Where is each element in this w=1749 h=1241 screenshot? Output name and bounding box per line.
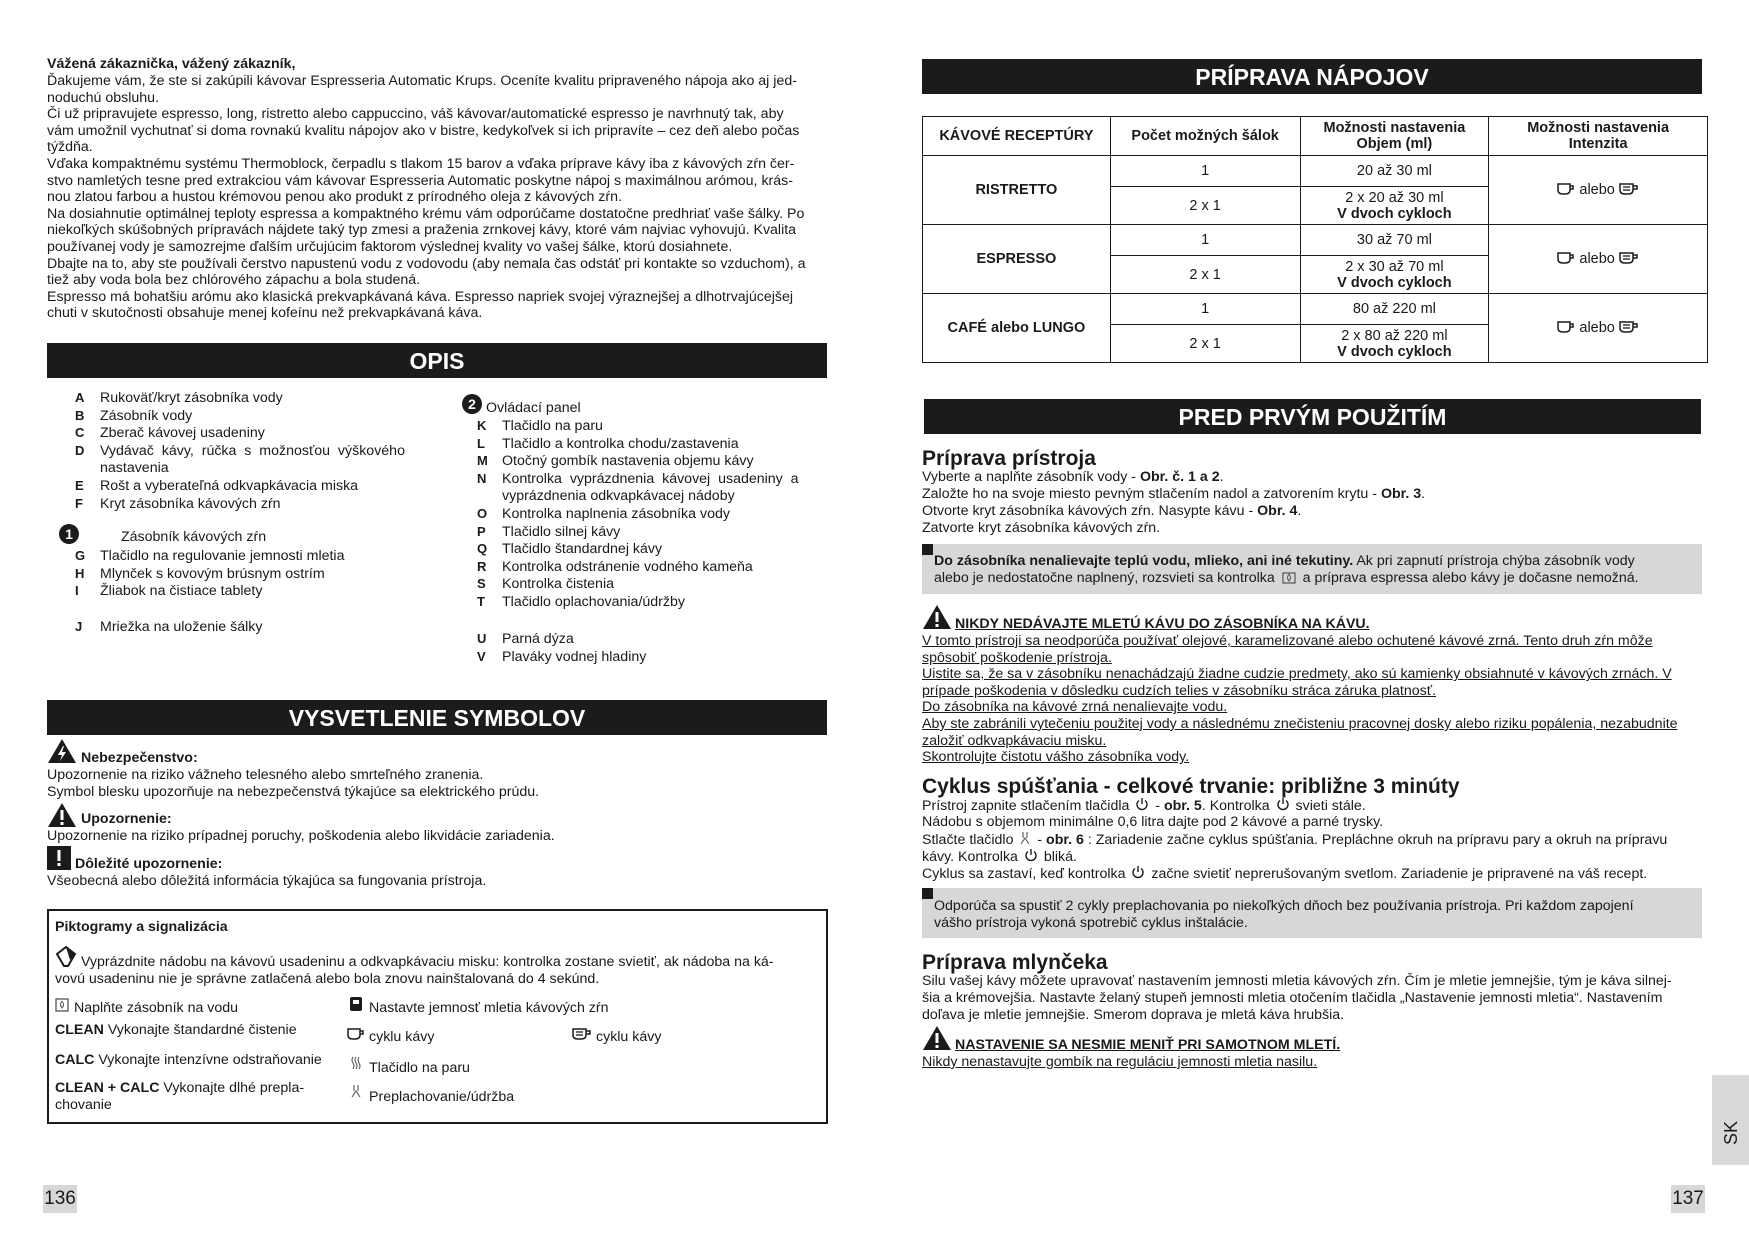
- opis-item: [75, 390, 415, 408]
- intro-line: Espresso má bohatšiu arómu ako klasická prekvapkávaná káva. Espresso napriek svojej výraznejšej a dlhotrvajúcejšej: [47, 288, 794, 305]
- opis-item-key: T: [477, 593, 485, 609]
- cup-single-icon: [347, 1027, 365, 1041]
- th-intensity-2: Intenzita: [1568, 136, 1628, 152]
- power-icon-3: [1024, 848, 1038, 862]
- water-tank-icon: [55, 996, 69, 1012]
- note-1-line-1: Do zásobníka nenalievajte teplú vodu, mlieko, ani iné tekutiny. Ak pri zapnutí prístroja chýba zásobník vody: [934, 553, 1635, 569]
- opis-col1b: [75, 548, 415, 601]
- volume-cell: [1300, 256, 1489, 294]
- device-prep-line-4: Zatvorte kryt zásobníka kávových zŕn.: [922, 520, 1161, 536]
- recipe-name: CAFÉ alebo LUNGO: [923, 294, 1111, 363]
- opis-item-key: N: [477, 470, 487, 486]
- clean-label: CLEAN: [55, 1022, 104, 1038]
- pict-rinse-label: Preplachovanie/údržba: [369, 1089, 515, 1105]
- circle-1-icon: 1: [59, 524, 79, 544]
- cup-single-icon: [1557, 182, 1575, 198]
- volume-cycles: V dvoch cykloch: [1337, 343, 1452, 360]
- pict-cup2-label: cyklu kávy: [596, 1029, 662, 1045]
- language-tab-label: SK: [1721, 1121, 1741, 1146]
- prep-header: PRÍPRAVA NÁPOJOV: [922, 59, 1702, 94]
- opis-item: [477, 631, 817, 649]
- th-volume-1: Možnosti nastavenia: [1323, 120, 1466, 136]
- danger-icon: [47, 738, 77, 764]
- grinder-heading: Príprava mlynčeka: [922, 951, 1108, 974]
- opis-item-text: Tlačidlo štandardnej kávy: [502, 541, 663, 558]
- cup-double-icon: [1619, 182, 1639, 198]
- opis-item: [477, 471, 817, 489]
- opis-item-key: B: [75, 407, 85, 423]
- opis-item-key: C: [75, 425, 85, 441]
- warning-1-line: Do zásobníka na kávové zrná nenalievajte vodu.: [922, 699, 1228, 716]
- volume-value: 2 x 80 až 220 ml: [1341, 327, 1448, 344]
- note-2-line-2: vášho prístroja vykoná spotrebič cyklus inštalácie.: [934, 915, 1248, 931]
- intro-line: nou zlatou farbou a hustou krémovou penou ako produkt z prírodného oleja z kávových zŕn.: [47, 189, 622, 206]
- th-intensity-1: Možnosti nastavenia: [1527, 120, 1670, 136]
- power-icon-2: [1276, 797, 1290, 811]
- opis-item-key: J: [75, 619, 83, 634]
- opis-item-key: G: [75, 548, 86, 563]
- grind-icon: [349, 996, 363, 1012]
- note-2-line-1: Odporúča sa spustiť 2 cykly preplachovania po niekoľkých dňoch bez používania prístroja. Pri každom zapojení: [934, 898, 1634, 914]
- warning-1-line: Uistite sa, že sa v zásobníku nenachádzajú žiadne cudzie predmety, ako sú kamienky obsiahnuté v kávových zrnách. V: [922, 666, 1672, 683]
- opis-item-key: E: [75, 477, 84, 493]
- opis-item: [75, 478, 415, 496]
- pict-cup1-label: cyklu kávy: [369, 1029, 435, 1045]
- recipe-name: ESPRESSO: [923, 225, 1111, 294]
- circle-2-icon: 2: [462, 394, 482, 414]
- warning-icon-2: [922, 604, 952, 630]
- warning-icon: [47, 802, 77, 828]
- table-row: [923, 294, 1708, 325]
- pict-steam-label: Tlačidlo na paru: [369, 1060, 470, 1076]
- opis-item-text: Kontrolka čistenia: [502, 576, 614, 593]
- cycle-line-1: Prístroj zapnite stlačením tlačidla - obr. 5. Kontrolka svieti stále.: [922, 798, 1366, 814]
- opis-item-text: Mlynček s kovovým brúsnym ostrím: [100, 565, 325, 582]
- opis-item: [477, 506, 817, 524]
- opis-item: [477, 594, 817, 612]
- danger-text-1: Upozornenie na riziko vážneho telesného alebo smrteľného zranenia.: [47, 767, 484, 783]
- intro-line: vám umožnil vychutnať si doma rovnakú kvalitu nápojov ako v bistre, kedykoľvek si ich pripravíte – cez deň alebo počas: [47, 122, 800, 139]
- rinse-small-icon: [1019, 831, 1031, 845]
- intro-line: používanej vody je samozrejme ďalším určujúcim faktorom výslednej kvality vo vašej šálke, ktorú dosiahnete.: [47, 238, 733, 255]
- recipe-name: RISTRETTO: [923, 156, 1111, 225]
- opis-item-text: Kontrolka vyprázdnenia kávovej usadeniny a: [502, 470, 799, 487]
- opis-item-text: Tlačidlo silnej kávy: [502, 523, 621, 540]
- opis-item-key: S: [477, 576, 486, 592]
- volume-value: 2 x 30 až 70 ml: [1345, 258, 1444, 275]
- intro-line: Na dosiahnutie optimálnej teploty espressa a kompaktného krému vám odporúčame dostatočne predhriať vaše šálky. Po: [47, 205, 805, 222]
- cup-double-icon: [1619, 251, 1639, 267]
- intensity-cell: [1489, 294, 1708, 363]
- pictograms-text-2: vovú usadeninu nie je správne zatlačená alebo bola znovu nainštalovaná do 4 sekúnd.: [55, 971, 600, 987]
- opis-item-text: Parná dýza: [502, 631, 574, 647]
- opis-item-text: nastavenia: [100, 460, 169, 477]
- calc-label: CALC: [55, 1052, 95, 1068]
- opis-item-text: Zberač kávovej usadeniny: [100, 425, 265, 442]
- danger-title: Nebezpečenstvo:: [81, 750, 198, 766]
- cycle-line-2: Nádobu s objemom minimálne 0,6 litra dajte pod 2 kávové a parné trysky.: [922, 814, 1384, 830]
- device-prep-heading: Príprava prístroja: [922, 447, 1096, 470]
- opis-item: [477, 488, 817, 506]
- intensity-cell: [1489, 156, 1708, 225]
- intro-line: týždňa.: [47, 139, 93, 156]
- cups-cell: 1: [1110, 294, 1300, 325]
- table-row: [923, 156, 1708, 187]
- device-prep-line-1: Vyberte a naplňte zásobník vody - Obr. č. 1 a 2.: [922, 469, 1224, 485]
- warning-1-line: prípade poškodenia v dôsledku cudzích telies v zásobníku stráca záruka platnosť.: [922, 682, 1437, 699]
- th-recipes: KÁVOVÉ RECEPTÚRY: [923, 117, 1111, 156]
- cup-double-icon: [572, 1027, 592, 1041]
- volume-cell: [1300, 187, 1489, 225]
- warning-1-title: NIKDY NEDÁVAJTE MLETÚ KÁVU DO ZÁSOBNÍKA NA KÁVU.: [955, 616, 1370, 632]
- volume-cell: 80 až 220 ml: [1300, 294, 1489, 325]
- opis-item: [75, 496, 415, 514]
- alebo-label: alebo: [1579, 320, 1615, 336]
- opis-item-key: H: [75, 565, 85, 581]
- opis-item-text: Tlačidlo oplachovania/údržby: [502, 593, 685, 610]
- important-text: Všeobecná alebo dôležitá informácia týkajúca sa fungovania prístroja.: [47, 873, 487, 889]
- warning-1-line: spôsobiť poškodenie prístroja.: [922, 649, 1112, 666]
- opis-item: [477, 418, 817, 436]
- opis-item-text: Mriežka na uloženie šálky: [100, 619, 263, 635]
- opis-item: [477, 436, 817, 454]
- opis-item-text: Kontrolka odstránenie vodného kameňa: [502, 558, 753, 575]
- intro-line: tiež aby voda bola bez chlórového zápachu a bola studená.: [47, 272, 421, 289]
- opis-item: [477, 524, 817, 542]
- important-title: Dôležité upozornenie:: [75, 856, 223, 872]
- opis-item-key: R: [477, 558, 487, 574]
- warning-1-line: Skontrolujte čistotu vášho zásobníka vody.: [922, 749, 1190, 766]
- alebo-label: alebo: [1579, 182, 1615, 198]
- opis-item-key: [75, 460, 100, 478]
- danger-text-2: Symbol blesku upozorňuje na nebezpečenstvá týkajúce sa elektrického prúdu.: [47, 784, 540, 800]
- recipes-table: [922, 116, 1708, 363]
- opis-item: [477, 541, 817, 559]
- opis-item-key: [477, 488, 502, 506]
- power-icon-4: [1131, 865, 1145, 879]
- opis-item-key: L: [477, 435, 485, 451]
- warning-2-text: Nikdy nenastavujte gombík na reguláciu jemnosti mletia nasilu.: [922, 1054, 1318, 1070]
- volume-cell: [1300, 325, 1489, 363]
- opis-header: OPIS: [47, 343, 827, 378]
- intro-line: Či už pripravujete espresso, long, ristretto alebo cappuccino, váš kávovar/automatické espresso je navrhnutý tak, aby: [47, 106, 784, 123]
- caution-text: Upozornenie na riziko prípadnej poruchy, poškodenia alebo likvidácie zariadenia.: [47, 828, 555, 844]
- warning-icon-3: [922, 1025, 952, 1051]
- th-volume: [1300, 117, 1489, 156]
- cups-cell: 2 x 1: [1110, 256, 1300, 294]
- opis-item-text: Vydávač kávy, rúčka s možnosťou výškového: [100, 442, 405, 459]
- opis-item-key: I: [75, 583, 79, 599]
- intro-line: stvo namletých tesne pred extrakciou vám kávovar Espresseria Automatic poskytne nápoj s maximálnou arómou, krás-: [47, 172, 793, 189]
- cup-single-icon: [1557, 320, 1575, 336]
- opis-item-key: M: [477, 453, 488, 469]
- cup-single-icon: [1557, 251, 1575, 267]
- grinder-line-1: Silu vašej kávy môžete upravovať nastavením jemnosti mletia kávových zŕn. Čím je mletie jemnejšie, tým je káva silnej-: [922, 973, 1672, 989]
- cup-double-icon: [1619, 320, 1639, 336]
- intro-line: noduchú obsluhu.: [47, 89, 160, 106]
- intro-line: Dbajte na to, aby ste používali čerstvo napustenú vodu z vodovodu (aby nemala čas odstáť pri kontakte so vzduchom), a: [47, 255, 806, 272]
- volume-cycles: V dvoch cykloch: [1337, 274, 1452, 291]
- opis-item: [75, 460, 415, 478]
- warning-1-text: [922, 633, 1712, 766]
- warning-1-line: V tomto prístroji sa neodporúča používať olejové, karamelizované alebo ochutené kávové zrná. Tento druh zŕn môže: [922, 633, 1653, 649]
- device-prep-line-2: Založte ho na svoje miesto pevným stlačením nadol a zatvorením krytu - Obr. 3.: [922, 486, 1426, 502]
- important-icon: [47, 846, 71, 870]
- cups-cell: 1: [1110, 225, 1300, 256]
- opis-item-key: F: [75, 495, 83, 511]
- circle-1-label: Zásobník kávových zŕn: [121, 529, 267, 545]
- cups-cell: 2 x 1: [1110, 187, 1300, 225]
- opis-item-key: U: [477, 631, 487, 646]
- opis-item: [75, 408, 415, 426]
- opis-col1: [75, 390, 415, 513]
- pictograms-text-1: Vyprázdnite nádobu na kávovú usadeninu a odkvapkávaciu misku: kontrolka zostane svietiť, ak nádoba na ká-: [81, 954, 774, 970]
- opis-item-text: Kryt zásobníka kávových zŕn: [100, 495, 281, 512]
- cups-cell: 1: [1110, 156, 1300, 187]
- opis-item: [477, 559, 817, 577]
- symbols-header: VYSVETLENIE SYMBOLOV: [47, 700, 827, 735]
- clean-calc-text-2: chovanie: [55, 1096, 112, 1113]
- cups-cell: 2 x 1: [1110, 325, 1300, 363]
- opis-item-key: Q: [477, 541, 488, 557]
- note-square-icon-1: [922, 544, 933, 555]
- opis-item-text: Zásobník vody: [100, 407, 193, 424]
- opis-item-text: Tlačidlo na paru: [502, 418, 603, 434]
- table-row: [923, 225, 1708, 256]
- caution-title: Upozornenie:: [81, 811, 172, 827]
- warning-1-line: založiť odkvapkávaciu misku.: [922, 732, 1107, 749]
- page-number-left: 136: [43, 1185, 77, 1213]
- opis-item: [477, 453, 817, 471]
- cycle-line-3: Stlačte tlačidlo - obr. 6 : Zariadenie začne cyklus spúšťania. Prepláchne okruh na prípravu pary a okruh na prípravu: [922, 832, 1668, 848]
- th-volume-2: Objem (ml): [1356, 136, 1433, 152]
- alebo-label: alebo: [1579, 251, 1615, 267]
- opis-item: [75, 566, 415, 584]
- opis-col1c: [75, 619, 415, 637]
- volume-value: 2 x 20 až 30 ml: [1345, 189, 1444, 206]
- water-tank-small-icon: [1282, 570, 1296, 584]
- opis-col2: [477, 418, 817, 612]
- intro-text: [47, 73, 837, 322]
- opis-item-key: K: [477, 418, 487, 433]
- rinse-icon: [349, 1083, 363, 1099]
- opis-item-text: Tlačidlo na regulovanie jemnosti mletia: [100, 548, 345, 564]
- startup-cycle-heading: Cyklus spúšťania - celkové trvanie: približne 3 minúty: [922, 775, 1460, 798]
- opis-item-text: Žliabok na čistiace tablety: [100, 583, 263, 600]
- intensity-cell: [1489, 225, 1708, 294]
- opis-item: [75, 548, 415, 566]
- clean-text: Vykonajte štandardné čistenie: [107, 1022, 297, 1038]
- power-icon: [1135, 797, 1149, 811]
- opis-item: [75, 443, 415, 461]
- opis-item-text: Otočný gombík nastavenia objemu kávy: [502, 453, 754, 470]
- volume-cell: 30 až 70 ml: [1300, 225, 1489, 256]
- calc-text: Vykonajte intenzívne odstraňovanie: [98, 1052, 322, 1068]
- pict-clean-calc: [55, 1080, 325, 1113]
- clean-calc-text-1: Vykonajte dlhé prepla-: [163, 1080, 305, 1096]
- opis-item-key: A: [75, 390, 85, 405]
- steam-icon: [349, 1055, 363, 1071]
- th-intensity: [1489, 117, 1708, 156]
- pictograms-title: Piktogramy a signalizácia: [55, 919, 228, 935]
- grinder-line-3: doľava je mletie jemnejšie. Smerom doprava je mletá káva hrubšia.: [922, 1007, 1345, 1023]
- clean-calc-label: CLEAN + CALC: [55, 1080, 160, 1096]
- cycle-line-5: Cyklus sa zastaví, keď kontrolka začne svietiť neprerušovaným svetlom. Zariadenie je pripravené na váš recept.: [922, 866, 1648, 882]
- opis-item-key: D: [75, 442, 85, 458]
- cycle-line-4: kávy. Kontrolka bliká.: [922, 849, 1077, 865]
- empty-grounds-icon: [54, 944, 78, 968]
- grinder-line-2: šia a krémovejšia. Nastavte želaný stupeň jemnosti mletia otočením tlačidla „Nastavenie jemnosti mletia“. Nastavením: [922, 990, 1663, 1006]
- first-use-header: PRED PRVÝM POUŽITÍM: [924, 399, 1701, 434]
- opis-item-key: V: [477, 648, 486, 664]
- recipes-table-body: [923, 156, 1708, 363]
- pict-grind-label: Nastavte jemnosť mletia kávových zŕn: [369, 1000, 609, 1016]
- opis-item-text: Rošt a vyberateľná odkvapkávacia miska: [100, 477, 359, 494]
- circle-2-label: Ovládací panel: [486, 400, 581, 416]
- opis-item-text: vyprázdnenia odkvapkávacej nádoby: [502, 488, 735, 505]
- pict-fill-label: Naplňte zásobník na vodu: [74, 1000, 239, 1016]
- pict-clean: [55, 1022, 297, 1039]
- warning-1-line: Aby ste zabránili vytečeniu použitej vody a následnému znečisteniu pracovnej dosky alebo riziku popálenia, nezabudnite: [922, 715, 1678, 732]
- volume-cycles: V dvoch cykloch: [1337, 205, 1452, 222]
- th-cups: Počet možných šálok: [1110, 117, 1300, 156]
- greeting: Vážená zákaznička, vážený zákazník,: [47, 56, 296, 72]
- opis-item-text: Rukoväť/kryt zásobníka vody: [100, 390, 283, 406]
- intro-line: niekoľkých skúšobných prípravách nájdete taký typ zmesi a praženia zrnkovej kávy, ktoré vám najviac vyhovujú. Kvalita: [47, 222, 797, 239]
- intro-line: chuti v skutočnosti obsahuje menej kofeínu než prekvapkávaná káva.: [47, 305, 483, 322]
- opis-item: [477, 649, 817, 667]
- opis-item: [75, 425, 415, 443]
- opis-item: [75, 619, 415, 637]
- opis-col2b: [477, 631, 817, 666]
- pict-calc: [55, 1052, 322, 1069]
- opis-item: [477, 576, 817, 594]
- opis-item-text: Kontrolka naplnenia zásobníka vody: [502, 505, 730, 522]
- warning-2-title: NASTAVENIE SA NESMIE MENIŤ PRI SAMOTNOM MLETÍ.: [955, 1037, 1341, 1053]
- note-square-icon-2: [922, 888, 933, 899]
- opis-item-key: P: [477, 523, 486, 539]
- device-prep-line-3: Otvorte kryt zásobníka kávových zŕn. Nasypte kávu - Obr. 4.: [922, 503, 1302, 519]
- intro-line: Ďakujeme vám, že ste si zakúpili kávovar Espresseria Automatic Krups. Oceníte kvalitu pripraveného nápoja ako aj jed-: [47, 73, 797, 89]
- intro-line: Vďaka kompaktnému systému Thermoblock, čerpadlu s tlakom 15 barov a vďaka príprave kávy iba z kávových zŕn čer-: [47, 155, 795, 172]
- opis-item-text: Plaváky vodnej hladiny: [502, 648, 647, 665]
- opis-item-text: Tlačidlo a kontrolka chodu/zastavenia: [502, 435, 739, 452]
- opis-item-key: O: [477, 505, 488, 521]
- volume-cell: 20 až 30 ml: [1300, 156, 1489, 187]
- opis-item: [75, 583, 415, 601]
- note-1-line-2: alebo je nedostatočne naplnený, rozsvieti sa kontrolka a príprava espressa alebo kávy je dočasne nemožná.: [934, 570, 1639, 586]
- page-number-right: 137: [1671, 1185, 1705, 1213]
